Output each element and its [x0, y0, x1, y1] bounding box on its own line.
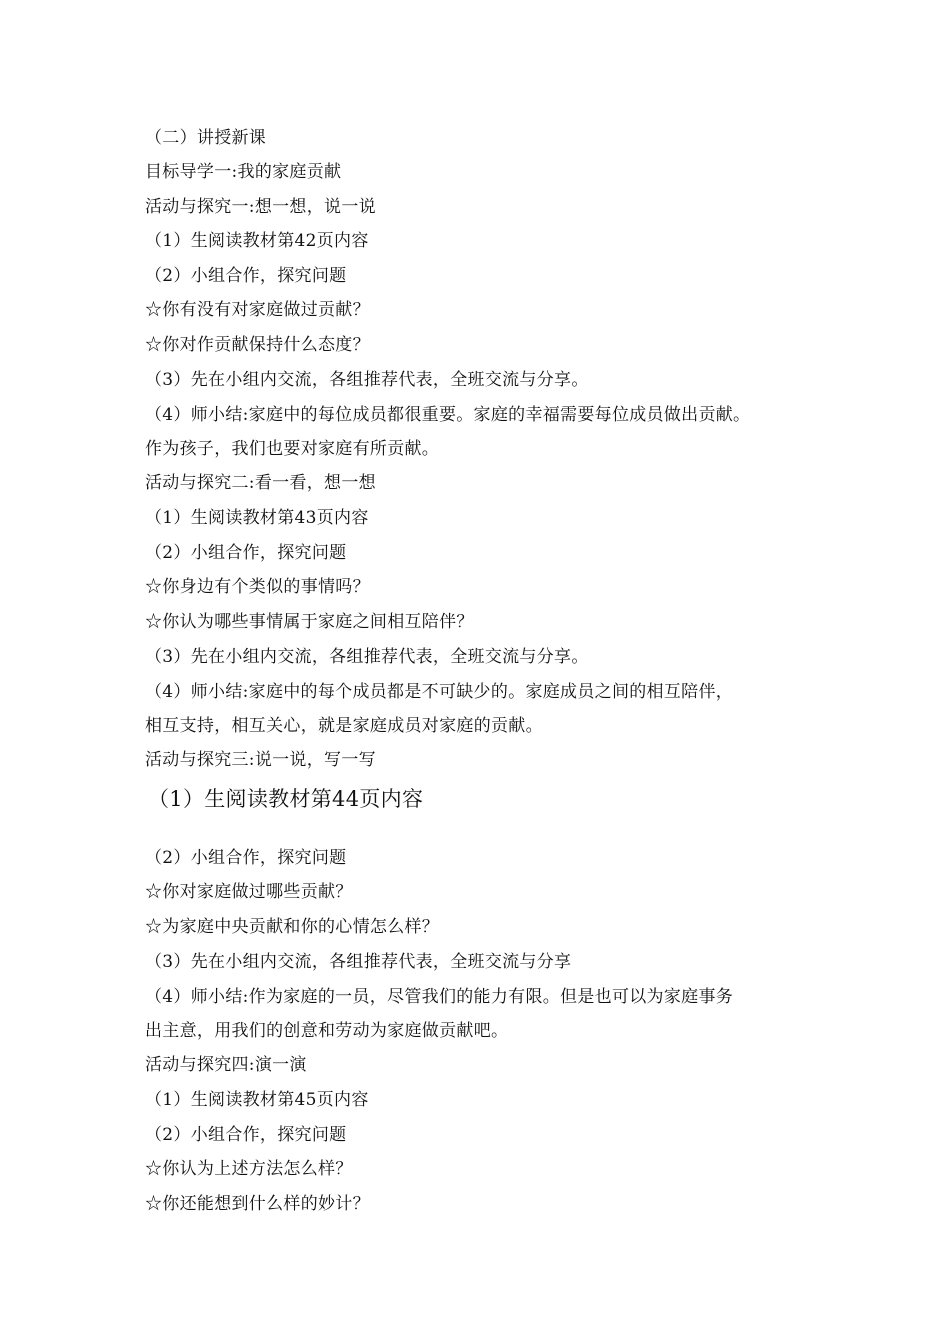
question-line: ☆你还能想到什么样的妙计？	[145, 1194, 370, 1214]
activity-heading-2: 活动与探究二:看一看，想一想	[145, 473, 376, 493]
question-line: ☆你有没有对家庭做过贡献？	[145, 300, 370, 320]
text-line: （1）生阅读教材第45页内容	[145, 1090, 369, 1110]
question-line: ☆你对作贡献保持什么态度？	[145, 335, 370, 355]
question-line: ☆为家庭中央贡献和你的心情怎么样？	[145, 917, 440, 937]
text-line: （1）生阅读教材第42页内容	[145, 231, 369, 251]
question-line: ☆你对家庭做过哪些贡献？	[145, 882, 353, 902]
activity-heading-1: 活动与探究一:想一想，说一说	[145, 197, 376, 217]
text-line: （3）先在小组内交流，各组推荐代表，全班交流与分享。	[145, 647, 589, 667]
summary-line: （4）师小结:作为家庭的一员，尽管我们的能力有限。但是也可以为家庭事务	[145, 987, 734, 1007]
text-line: （3）先在小组内交流，各组推荐代表，全班交流与分享	[145, 952, 572, 972]
text-line: （3）先在小组内交流，各组推荐代表，全班交流与分享。	[145, 370, 589, 390]
question-line: ☆你认为上述方法怎么样？	[145, 1159, 353, 1179]
summary-line: （4）师小结:家庭中的每位成员都很重要。家庭的幸福需要每位成员做出贡献。	[145, 405, 751, 425]
text-line: （2）小组合作，探究问题	[145, 543, 347, 563]
text-line: （1）生阅读教材第43页内容	[145, 508, 369, 528]
text-line: （2）小组合作，探究问题	[145, 1125, 347, 1145]
summary-line: 出主意，用我们的创意和劳动为家庭做贡献吧。	[145, 1021, 509, 1041]
summary-line: 作为孩子，我们也要对家庭有所贡献。	[145, 439, 440, 459]
summary-line: 相互支持，相互关心，就是家庭成员对家庭的贡献。	[145, 716, 543, 736]
activity-heading-3: 活动与探究三:说一说，写一写	[145, 750, 376, 770]
activity-heading-4: 活动与探究四:演一演	[145, 1055, 307, 1075]
section-heading: （二）讲授新课	[145, 128, 267, 148]
question-line: ☆你身边有个类似的事情吗？	[145, 577, 370, 597]
text-line: （2）小组合作，探究问题	[145, 266, 347, 286]
goal-heading: 目标导学一:我的家庭贡献	[145, 162, 342, 182]
text-line-large: （1）生阅读教材第44页内容	[148, 787, 424, 811]
question-line: ☆你认为哪些事情属于家庭之间相互陪伴？	[145, 612, 474, 632]
summary-line: （4）师小结:家庭中的每个成员都是不可缺少的。家庭成员之间的相互陪伴，	[145, 682, 734, 702]
text-line: （2）小组合作，探究问题	[145, 848, 347, 868]
